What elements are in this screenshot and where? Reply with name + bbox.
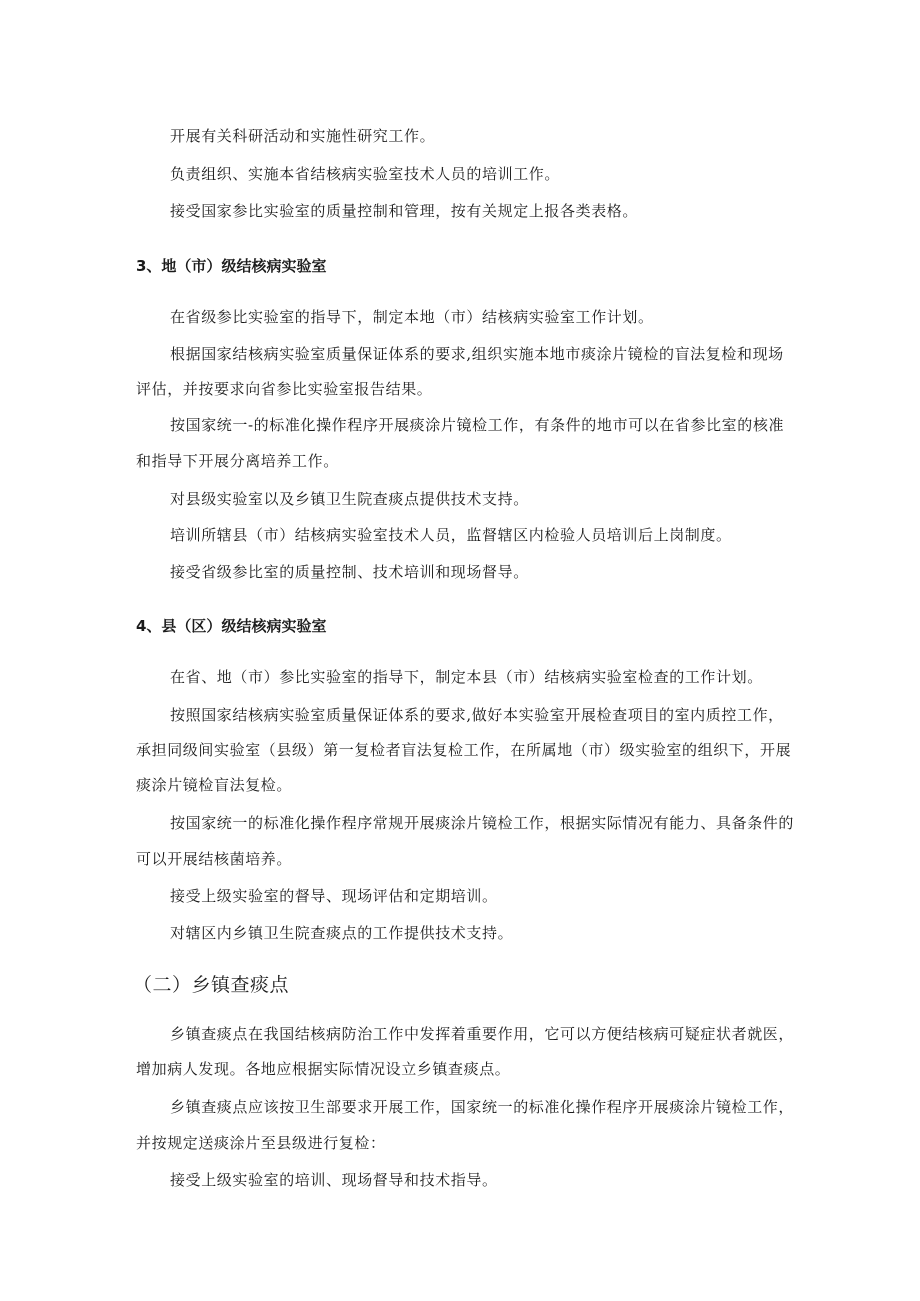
paragraph: 按国家统一-的标准化操作程序开展痰涂片镜检工作，有条件的地市可以在省参比室的核准 (170, 416, 785, 434)
paragraph: 乡镇查痰点在我国结核病防治工作中发挥着重要作用，它可以方便结核病可疑症状者就医， (170, 1025, 795, 1043)
paragraph: 对县级实验室以及乡镇卫生院查痰点提供技术支持。 (170, 490, 529, 508)
section-heading-2: （二）乡镇查痰点 (133, 974, 290, 996)
paragraph-continuation: 可以开展结核菌培养。 (136, 850, 293, 868)
paragraph-continuation: 和指导下开展分离培养工作。 (136, 452, 339, 470)
paragraph: 开展有关科研活动和实施性研究工作。 (170, 127, 436, 145)
paragraph: 接受上级实验室的督导、现场评估和定期培训。 (170, 887, 498, 905)
paragraph-continuation: 承担同级间实验室（县级）第一复检者盲法复检工作，在所属地（市）级实验室的组织下，开展 (136, 741, 792, 759)
paragraph: 根据国家结核病实验室质量保证体系的要求,组织实施本地市痰涂片镜检的盲法复检和现场 (170, 345, 784, 363)
paragraph: 接受省级参比室的质量控制、技术培训和现场督导。 (170, 563, 529, 581)
paragraph: 在省级参比实验室的指导下，制定本地（市）结核病实验室工作计划。 (170, 308, 654, 326)
paragraph-continuation: 评估，并按要求向省参比实验室报告结果。 (136, 380, 433, 398)
paragraph-continuation: 痰涂片镜检盲法复检。 (136, 776, 293, 794)
paragraph-continuation: 增加病人发现。各地应根据实际情况设立乡镇查痰点。 (136, 1060, 511, 1078)
paragraph: 培训所辖县（市）结核病实验室技术人员，监督辖区内检验人员培训后上岗制度。 (170, 526, 732, 544)
paragraph: 乡镇查痰点应该按卫生部要求开展工作，国家统一的标准化操作程序开展痰涂片镜检工作， (170, 1098, 795, 1116)
paragraph: 接受上级实验室的培训、现场督导和技术指导。 (170, 1171, 498, 1189)
paragraph: 接受国家参比实验室的质量控制和管理，按有关规定上报各类表格。 (170, 202, 639, 220)
paragraph: 负责组织、实施本省结核病实验室技术人员的培训工作。 (170, 165, 561, 183)
paragraph: 按国家统一的标准化操作程序常规开展痰涂片镜检工作，根据实际情况有能力、具备条件的 (170, 814, 795, 832)
section-heading-4: 4、县（区）级结核病实验室 (136, 617, 327, 635)
paragraph: 按照国家结核病实验室质量保证体系的要求,做好本实验室开展检查项目的室内质控工作， (170, 706, 784, 724)
section-heading-3: 3、地（市）级结核病实验室 (136, 257, 327, 275)
paragraph: 对辖区内乡镇卫生院查痰点的工作提供技术支持。 (170, 924, 514, 942)
paragraph-continuation: 并按规定送痰涂片至县级进行复检： (136, 1134, 386, 1152)
paragraph: 在省、地（市）参比实验室的指导下，制定本县（市）结核病实验室检查的工作计划。 (170, 668, 763, 686)
